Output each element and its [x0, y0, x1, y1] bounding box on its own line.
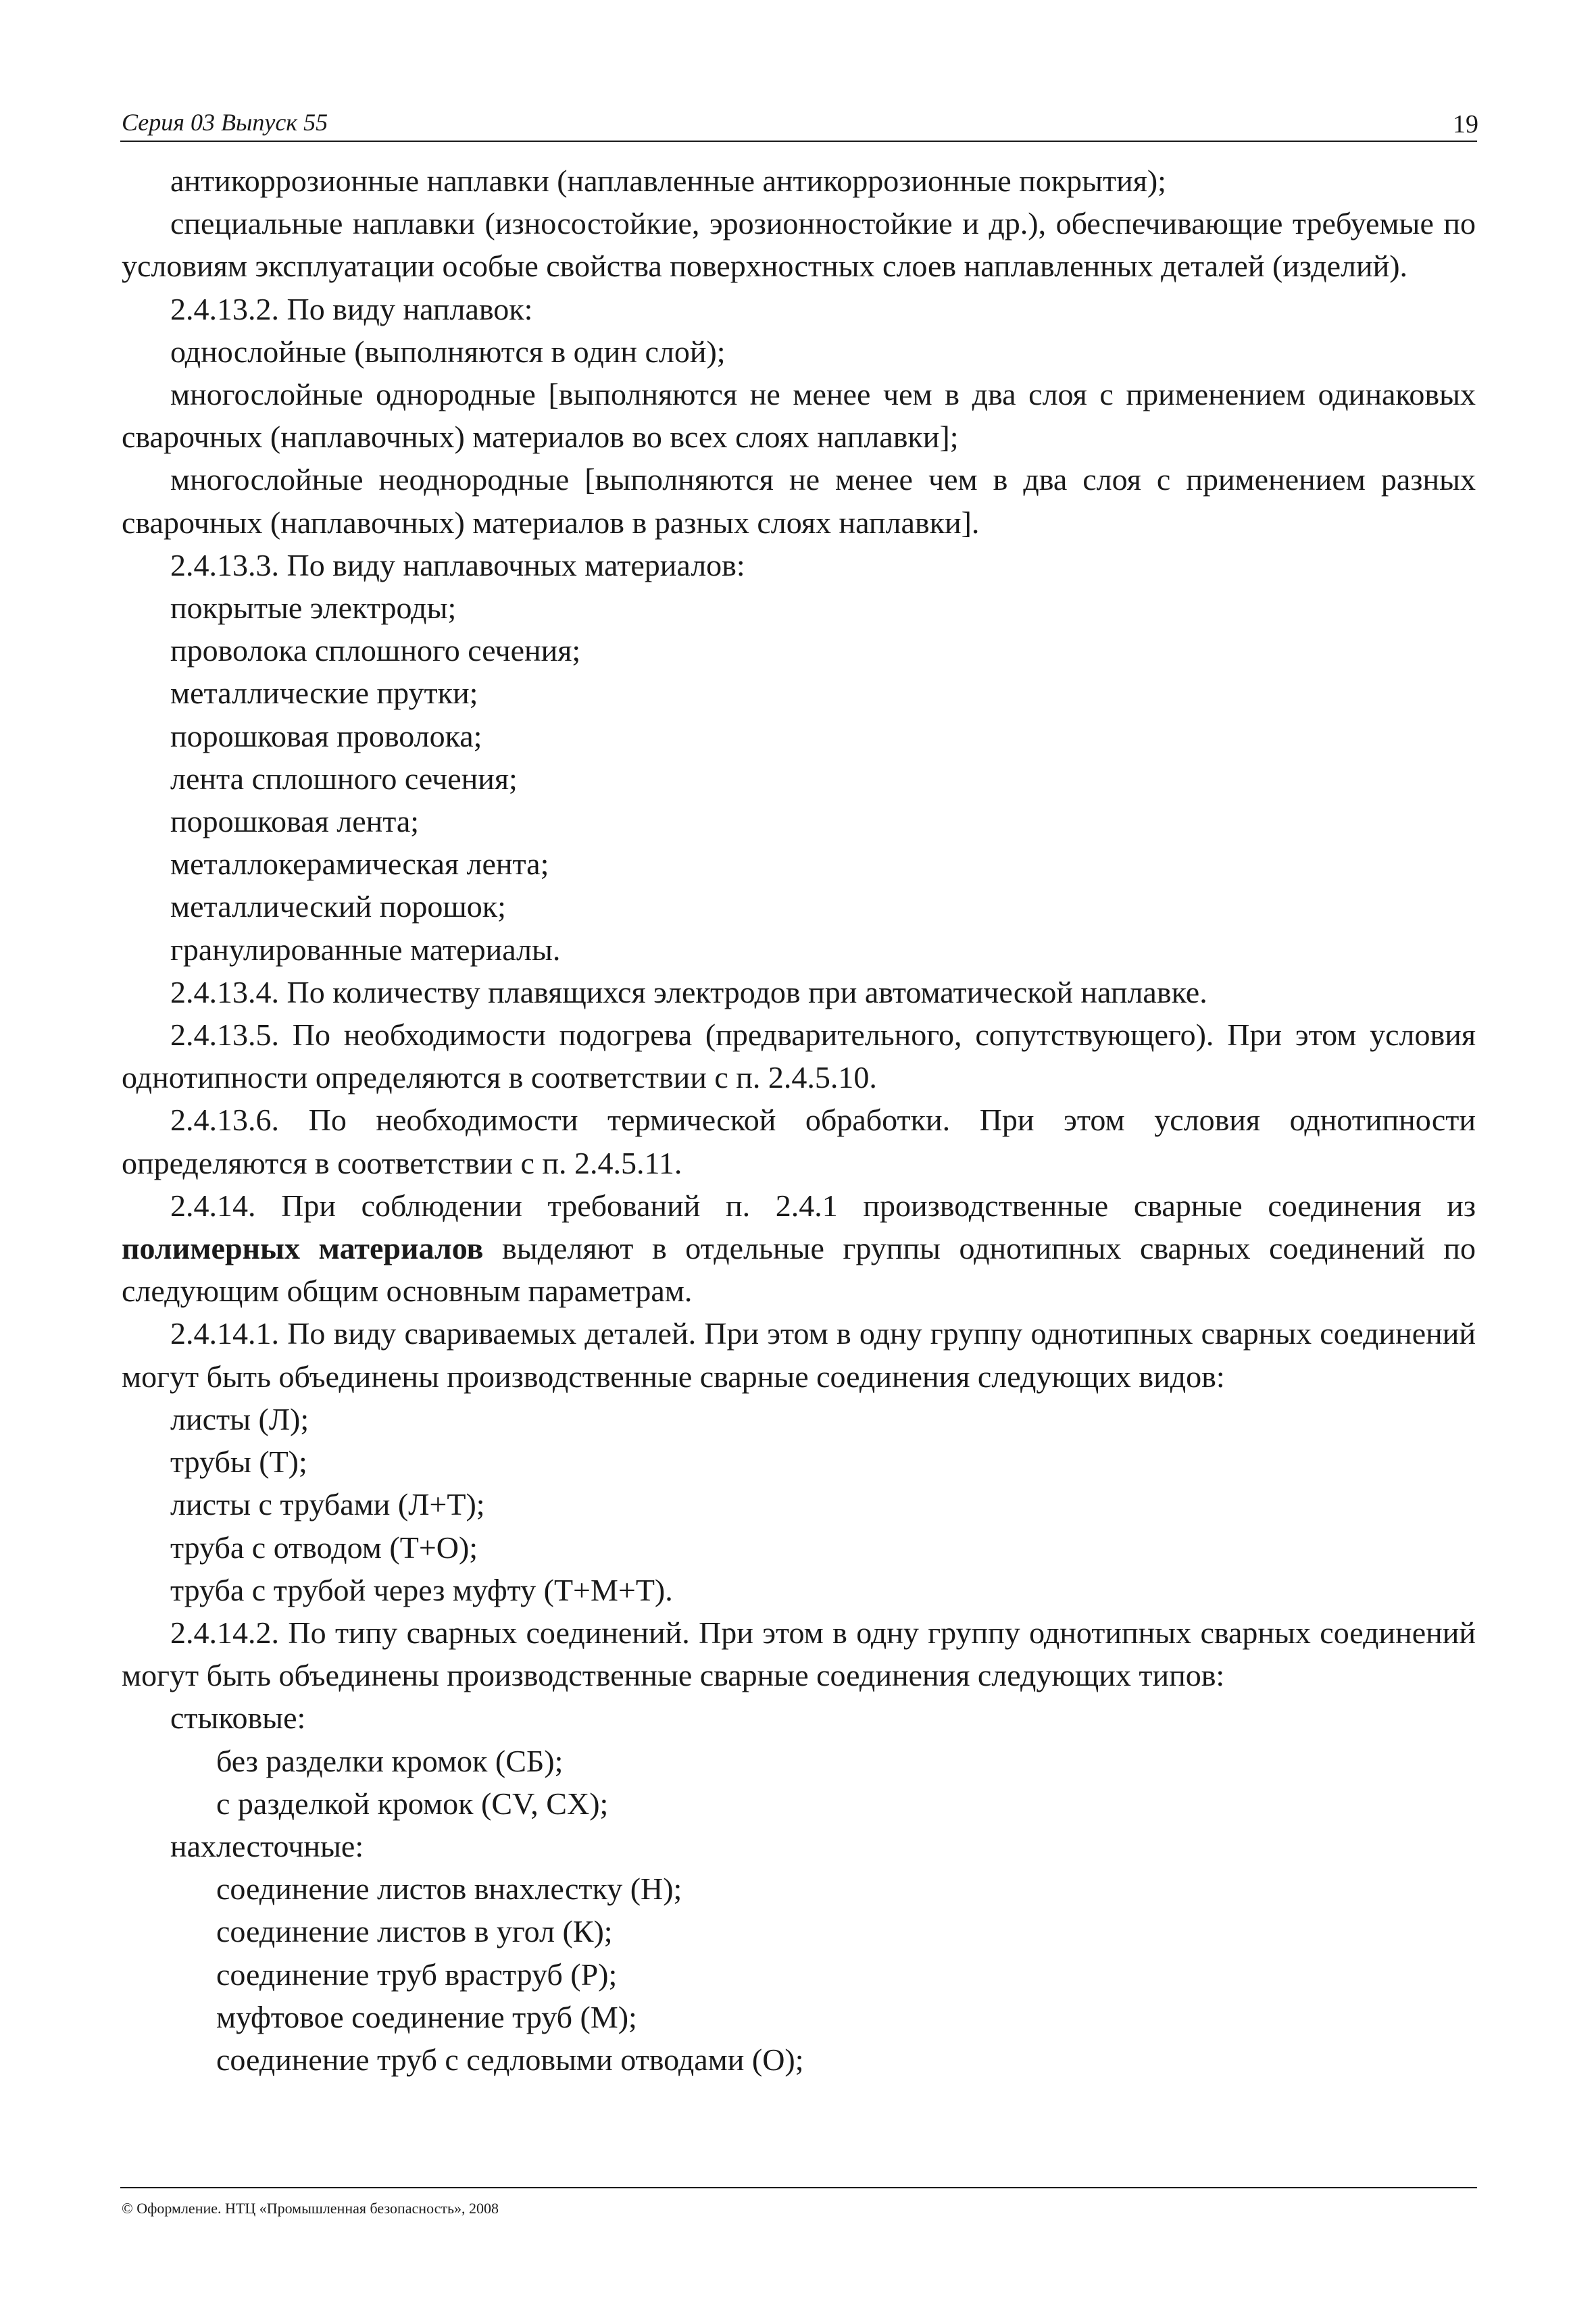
bold-term: полимерных материалов	[122, 1231, 484, 1266]
paragraph: многослойные неоднородные [выполняются не менее чем в два слоя с применением разных сварочных (наплавочных) материалов в разных слоях наплавки].	[122, 462, 1476, 540]
list-item: гранулированные материалы.	[170, 932, 561, 967]
header-rule	[120, 141, 1477, 142]
paragraph: 2.4.13.3. По виду наплавочных материалов:	[170, 547, 745, 582]
text-run: выделяют в отдельные группы однотипных сварных соединений по следующим общим основным параметрам.	[122, 1231, 1476, 1309]
list-item: порошковая проволока;	[170, 718, 482, 753]
list-item: порошковая лента;	[170, 804, 420, 839]
paragraph: многослойные однородные [выполняются не менее чем в два слоя с применением одинаковых сварочных (наплавочных) материалов во всех слоях наплавки];	[122, 377, 1476, 455]
sub-list-item: без разделки кромок (СБ);	[216, 1743, 564, 1778]
paragraph: 2.4.14.2. По типу сварных соединений. При этом в одну группу однотипных сварных соединений могут быть объединены производственные сварные соединения следующих типов:	[122, 1615, 1476, 1693]
sub-list-item: соединение труб враструб (Р);	[216, 1957, 618, 1992]
list-item: металлокерамическая лента;	[170, 847, 549, 882]
list-item: лента сплошного сечения;	[170, 761, 518, 796]
list-item: проволока сплошного сечения;	[170, 633, 581, 668]
list-item: труба с отводом (Т+О);	[170, 1530, 478, 1565]
list-item: листы с трубами (Л+Т);	[170, 1487, 485, 1522]
list-item: труба с трубой через муфту (Т+М+Т).	[170, 1572, 673, 1607]
body-text	[122, 159, 1476, 2081]
footer-rule	[120, 2187, 1477, 2188]
running-header: Серия 03 Выпуск 55	[122, 109, 328, 136]
list-item: листы (Л);	[170, 1401, 309, 1436]
paragraph-2414	[122, 1184, 1476, 1313]
paragraph: 2.4.13.4. По количеству плавящихся электродов при автоматической наплавке.	[170, 974, 1207, 1009]
list-item: покрытые электроды;	[170, 590, 457, 626]
paragraph: 2.4.13.5. По необходимости подогрева (предварительного, сопутствующего). При этом условия однотипности определяются в соответствии с п. 2.4.5.10.	[122, 1017, 1476, 1095]
sub-list-item: с разделкой кромок (CV, CX);	[216, 1786, 609, 1821]
list-item: трубы (Т);	[170, 1444, 307, 1480]
sub-list-item: муфтовое соединение труб (М);	[216, 1999, 637, 2034]
page-number: 19	[1453, 110, 1478, 139]
list-item: металлические прутки;	[170, 676, 478, 711]
list-item: металлический порошок;	[170, 889, 506, 924]
paragraph: 2.4.14.1. По виду свариваемых деталей. При этом в одну группу однотипных сварных соединений могут быть объединены производственные сварные соединения следующих видов:	[122, 1316, 1476, 1394]
paragraph: 2.4.13.6. По необходимости термической обработки. При этом условия однотипности определяются в соответствии с п. 2.4.5.11.	[122, 1103, 1476, 1180]
sub-list-item: соединение труб с седловыми отводами (О);	[216, 2042, 804, 2077]
text-run: 2.4.14. При соблюдении требований п. 2.4.1 производственные сварные соединения из	[170, 1188, 1476, 1223]
footer-copyright: © Оформление. НТЦ «Промышленная безопасность», 2008	[122, 2200, 499, 2217]
paragraph: специальные наплавки (износостойкие, эрозионностойкие и др.), обеспечивающие требуемые по условиям эксплуатации особые свойства поверхностных слоев наплавленных деталей (изделий).	[122, 206, 1476, 284]
list-heading: стыковые:	[170, 1701, 306, 1736]
list-heading: нахлесточные:	[170, 1828, 364, 1863]
sub-list-item: соединение листов в угол (К);	[216, 1914, 613, 1949]
paragraph: 2.4.13.2. По виду наплавок:	[170, 291, 533, 326]
sub-list-item: соединение листов внахлестку (Н);	[216, 1871, 682, 1907]
paragraph: однослойные (выполняются в один слой);	[170, 334, 726, 369]
paragraph: антикоррозионные наплавки (наплавленные антикоррозионные покрытия);	[170, 164, 1166, 198]
